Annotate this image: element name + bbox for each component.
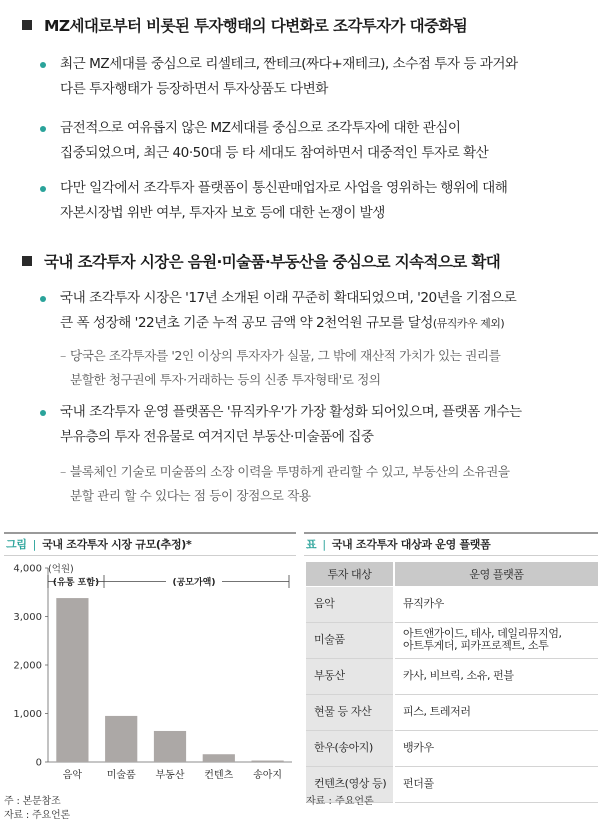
target-cell: 컨텐츠(영상 등) bbox=[306, 766, 394, 802]
bar-1 bbox=[105, 716, 137, 762]
list-item: 국내 조각투자 시장은 '17년 소개된 이래 꾸준히 확대되었으며, '20년을 기점으로 큰 폭 성장해 '22년초 기준 누적 공모 금액 약 2천억원 규모를 달성(뮤직카우 제외) bbox=[40, 286, 600, 336]
y-tick-label: 1,000 bbox=[13, 709, 42, 720]
x-tick-label: 음악 bbox=[62, 770, 83, 781]
bullet-dot-icon bbox=[40, 126, 46, 132]
bullet-dot-icon bbox=[40, 62, 46, 68]
table-source: 자료 : 주요언론 bbox=[306, 796, 374, 807]
table-header-row bbox=[306, 562, 598, 586]
bar-2 bbox=[154, 731, 186, 762]
x-tick-label: 미술품 bbox=[106, 770, 136, 781]
target-cell: 한우(송아지) bbox=[306, 730, 394, 766]
platform-cell: 뱅카우 bbox=[394, 730, 598, 766]
figure-note: 주 : 본문참조 bbox=[4, 796, 61, 807]
square-bullet-icon bbox=[22, 256, 32, 266]
column-header-platform: 운영 플랫폼 bbox=[394, 562, 598, 586]
y-tick-label: 0 bbox=[35, 757, 42, 769]
blockchain-note: – 블록체인 기술로 미술품의 소장 이력을 투명하게 관리할 수 있고, 부동산의 소유권을 분할 관리 할 수 있다는 점 등이 장점으로 작용 bbox=[60, 464, 510, 503]
y-tick-label: 2,000 bbox=[13, 660, 42, 672]
list-item: 금전적으로 여유롭지 않은 MZ세대를 중심으로 조각투자에 대한 관심이 집중되었으며, 최근 40·50대 등 타 세대도 참여하면서 대중적인 투자로 확산 bbox=[40, 116, 600, 166]
bullet-dot-icon bbox=[40, 186, 46, 192]
definition-note: – 당국은 조각투자를 '2인 이상의 투자자가 실물, 그 밖에 재산적 가치가 있는 권리를 분할한 청구권에 투자·거래하는 등의 신종 투자형태'로 정의 bbox=[60, 348, 501, 387]
platform-cell: 펀더풀 bbox=[394, 766, 598, 802]
x-tick-label: 부동산 bbox=[155, 770, 185, 781]
bar-3 bbox=[203, 754, 235, 762]
bullet-dot-icon bbox=[40, 296, 46, 302]
bullet-dot-icon bbox=[40, 410, 46, 416]
target-cell: 현물 등 자산 bbox=[306, 694, 394, 730]
platform-cell: 카사, 비브릭, 소유, 펀블 bbox=[394, 658, 598, 694]
target-cell: 미술품 bbox=[306, 622, 394, 658]
table-row bbox=[306, 586, 598, 622]
x-tick-label: 송아지 bbox=[253, 770, 283, 781]
table-caption: 표 | 국내 조각투자 대상과 운영 플랫폼 bbox=[304, 532, 598, 556]
table-row bbox=[306, 730, 598, 766]
bar-4 bbox=[251, 761, 283, 762]
platform-cell: 뮤직카우 bbox=[394, 586, 598, 622]
platform-cell: 피스, 트레저러 bbox=[394, 694, 598, 730]
column-header-target: 투자 대상 bbox=[306, 562, 394, 586]
y-unit-label: (억원) bbox=[48, 564, 74, 575]
market-size-bar-chart bbox=[4, 558, 296, 788]
list-item: 최근 MZ세대를 중심으로 리셀테크, 짠테크(짜다+재테크), 소수점 투자 등 과거와 다른 투자행태가 등장하면서 투자상품도 다변화 bbox=[40, 52, 600, 102]
bracket-label-offering: (공모가액) bbox=[172, 578, 216, 588]
square-bullet-icon bbox=[22, 20, 32, 30]
bracket-label-distribution: (유통 포함) bbox=[52, 578, 100, 588]
target-cell: 부동산 bbox=[306, 658, 394, 694]
platform-table bbox=[306, 562, 598, 803]
target-cell: 음악 bbox=[306, 586, 394, 622]
platform-cell: 아트앤가이드, 테사, 데일리뮤지엄, 아트투게더, 피카프로젝트, 소투 bbox=[394, 622, 598, 658]
table-row bbox=[306, 658, 598, 694]
table-row bbox=[306, 622, 598, 658]
table-row bbox=[306, 694, 598, 730]
y-tick-label: 3,000 bbox=[13, 612, 42, 623]
section1-heading: MZ세대로부터 비롯된 투자행태의 다변화로 조각투자가 대중화됨 bbox=[22, 14, 467, 36]
list-item: 국내 조각투자 운영 플랫폼은 '뮤직카우'가 가장 활성화 되어있으며, 플랫폼 개수는 부유층의 투자 전유물로 여겨지던 부동산·미술품에 집중 bbox=[40, 400, 600, 450]
x-tick-label: 컨텐츠 bbox=[204, 770, 234, 781]
section2-heading: 국내 조각투자 시장은 음원·미술품·부동산을 중심으로 지속적으로 확대 bbox=[22, 250, 500, 272]
figure-caption: 그림 | 국내 조각투자 시장 규모(추정)* bbox=[4, 532, 296, 556]
list-item: 다만 일각에서 조각투자 플랫폼이 통신판매업자로 사업을 영위하는 행위에 대해 자본시장법 위반 여부, 투자자 보호 등에 대한 논쟁이 발생 bbox=[40, 176, 600, 226]
y-tick-label: 4,000 bbox=[13, 563, 42, 575]
bar-0 bbox=[56, 598, 88, 762]
figure-source: 자료 : 주요언론 bbox=[4, 810, 70, 821]
